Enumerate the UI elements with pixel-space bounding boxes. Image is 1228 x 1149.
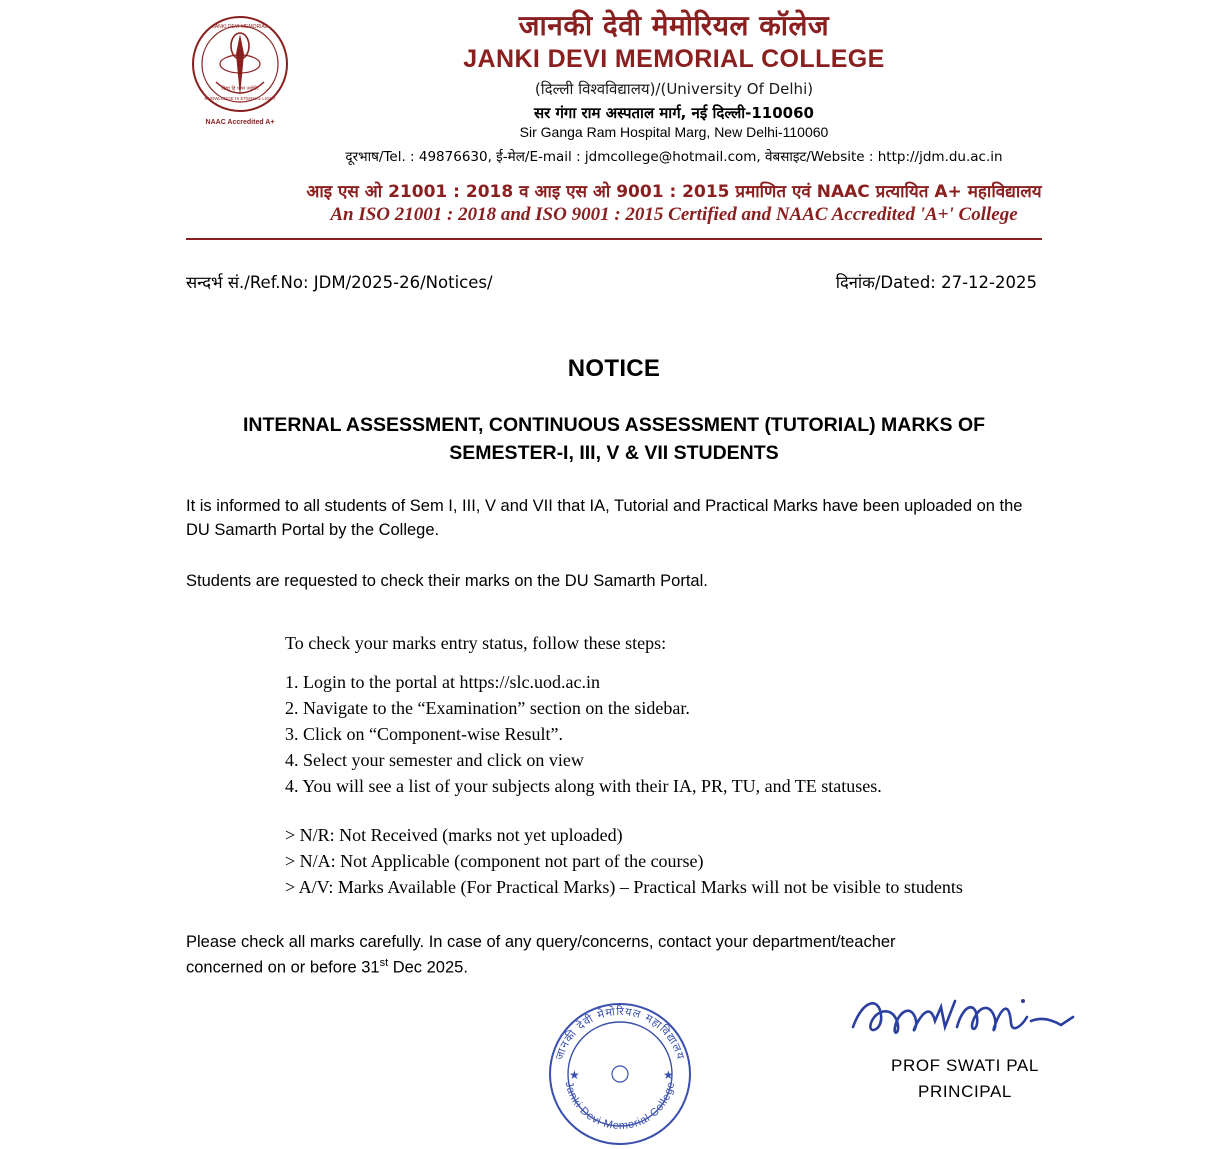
steps-block — [285, 630, 1042, 900]
notice-closing — [186, 930, 1042, 982]
signature-area — [0, 987, 1228, 1137]
svg-text:विद्या हि परमं ज्योतिः: विद्या हि परमं ज्योतिः — [221, 86, 259, 92]
signatory-designation: PRINCIPAL — [918, 1081, 1012, 1101]
letterhead — [0, 0, 1228, 240]
address-hindi: सर गंगा राम अस्पताल मार्ग, नई दिल्ली-110060 — [533, 104, 814, 123]
svg-text:★: ★ — [569, 1068, 580, 1083]
reference-value: JDM/2025-26/Notices/ — [313, 273, 493, 293]
college-name-english: JANKI DEVI MEMORIAL COLLEGE — [463, 45, 885, 74]
closing-line-1: Please check all marks carefully. In case of any query/concerns, contact your department/teacher — [186, 932, 896, 951]
notice-paragraph-2: Students are requested to check their marks on the DU Samarth Portal. — [186, 572, 708, 591]
reference-number — [186, 270, 493, 293]
notice-date — [836, 270, 1037, 293]
legend-item-av: > A/V: Marks Available (For Practical Marks) – Practical Marks will not be visible to students — [285, 876, 963, 897]
steps-list — [285, 669, 1042, 799]
iso-line-hindi: आइ एस ओ 21001 : 2018 व आइ एस ओ 9001 : 2015 प्रमाणित एवं NAAC प्रत्यायित A+ महाविद्यालय — [306, 182, 1042, 203]
list-item: 1. Login to the portal at https://slc.uod.ac.in — [285, 672, 600, 693]
closing-line-2a: concerned on or before 31 — [186, 958, 380, 977]
college-stamp-icon — [545, 999, 695, 1149]
list-item: 4. You will see a list of your subjects along with their IA, PR, TU, and TE statuses. — [285, 776, 882, 797]
signatory-name: PROF SWATI PAL — [891, 1056, 1039, 1076]
svg-text:KNOWLEDGE IS ETERNAL LIGHT: KNOWLEDGE IS ETERNAL LIGHT — [204, 96, 276, 101]
closing-ordinal-suffix: st — [379, 957, 389, 970]
list-item: 2. Navigate to the “Examination” section on the sidebar. — [285, 698, 690, 719]
reference-row — [186, 270, 1042, 293]
steps-lead: To check your marks entry status, follow these steps: — [285, 632, 667, 653]
svg-text:★: ★ — [663, 1068, 674, 1083]
notice-heading: NOTICE — [567, 355, 661, 383]
list-item: 3. Click on “Component-wise Result”. — [285, 724, 563, 745]
contact-line: दूरभाष/Tel. : 49876630, ई-मेल/E-mail : jdmcollege@hotmail.com, वेबसाइट/Website : http://jdm.du.ac.in — [345, 149, 1003, 166]
college-name-hindi: जानकी देवी मेमोरियल कॉलेज — [518, 9, 830, 42]
closing-line-2b: Dec 2025. — [388, 958, 468, 977]
svg-text:Janki Devi Memorial College: Janki Devi Memorial College — [562, 1080, 678, 1133]
iso-line-english: An ISO 21001 : 2018 and ISO 9001 : 2015 Certified and NAAC Accredited 'A+' College — [330, 204, 1018, 226]
notice-paragraph-1: It is informed to all students of Sem I, III, V and VII that IA, Tutorial and Practical Marks have been uploaded on the DU Samarth Portal by the College. — [186, 496, 1023, 540]
date-value: 27-12-2025 — [941, 273, 1037, 293]
legend-item-nr: > N/R: Not Received (marks not yet uploaded) — [285, 824, 623, 845]
legend-item-na: > N/A: Not Applicable (component not part of the course) — [285, 850, 704, 871]
reference-label: सन्दर्भ सं./Ref.No: — [186, 273, 309, 293]
date-label: दिनांक/Dated: — [835, 273, 936, 293]
svg-text:NAAC Accredited A+: NAAC Accredited A+ — [205, 119, 275, 126]
status-legend — [285, 822, 1042, 900]
list-item: 4. Select your semester and click on view — [285, 750, 584, 771]
notice-subject: INTERNAL ASSESSMENT, CONTINUOUS ASSESSMENT (TUTORIAL) MARKS OF SEMESTER-I, III, V & VII STUDENTS — [242, 414, 986, 465]
address-english: Sir Ganga Ram Hospital Marg, New Delhi-110060 — [519, 124, 829, 141]
university-affiliation: (दिल्ली विश्वविद्यालय)/(University Of Delhi) — [534, 80, 814, 99]
college-logo — [186, 12, 294, 130]
svg-text:JANKI DEVI MEMORIAL: JANKI DEVI MEMORIAL — [212, 24, 268, 30]
signatory-block — [800, 1053, 1130, 1104]
header-divider — [186, 238, 1042, 240]
principal-signature — [845, 987, 1085, 1047]
svg-text:जानकी देवी मेमोरियल महाविद्याल: जानकी देवी मेमोरियल महाविद्यालय — [552, 1005, 688, 1062]
college-crest-icon — [186, 12, 294, 130]
